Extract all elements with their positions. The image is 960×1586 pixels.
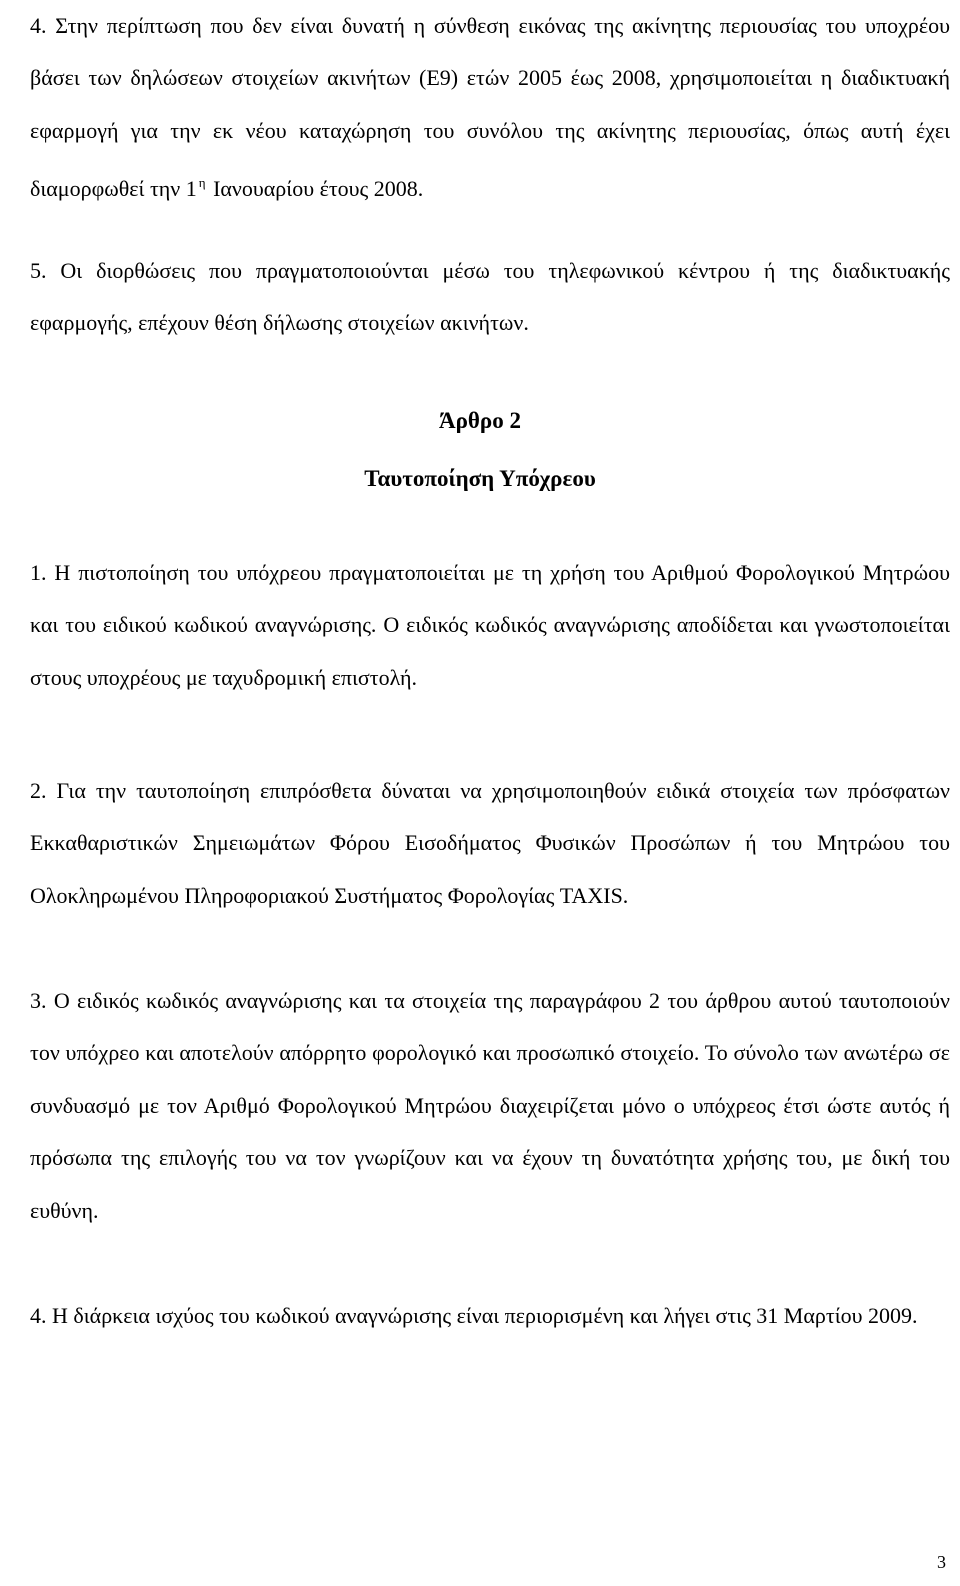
paragraph-number: 3. bbox=[30, 988, 47, 1013]
article-subheading: Ταυτοποίηση Υπόχρεου bbox=[364, 466, 596, 491]
article-paragraph-2 bbox=[30, 765, 950, 922]
paragraph-5 bbox=[30, 245, 950, 350]
article-paragraph-1 bbox=[30, 547, 950, 704]
paragraph-text: Ο ειδικός κωδικός αναγνώρισης και τα στοιχεία της παραγράφου 2 του άρθρου αυτού ταυτοποιούν τον υπόχρεο και αποτελούν απόρρητο φορολογικό και προσωπικό στοιχείο. Το σύνολο των ανωτέρω σε συνδυασμό με τον Αριθμό Φορολογικού Μητρώου διαχειρίζεται μόνο ο υπόχρεος έτσι ώστε αυτός ή πρόσωπα της επιλογής του να τον γνωρίζουν και να έχουν τη δυνατότητα χρήσης του, με δική του ευθύνη. bbox=[30, 988, 951, 1223]
article-heading: Άρθρο 2 bbox=[439, 408, 521, 433]
paragraph-number: 2. bbox=[30, 778, 47, 803]
paragraph-4 bbox=[30, 0, 950, 216]
article-paragraph-3 bbox=[30, 975, 950, 1237]
paragraph-text: Η πιστοποίηση του υπόχρεου πραγματοποιείται με τη χρήση του Αριθμού Φορολογικού Μητρώου και του ειδικού κωδικού αναγνώρισης. Ο ειδικός κωδικός αναγνώρισης αποδίδεται και γνωστοποιείται στους υποχρέους με ταχυδρομική επιστολή. bbox=[30, 560, 951, 690]
paragraph-text: Στην περίπτωση που δεν είναι δυνατή η σύνθεση εικόνας της ακίνητης περιουσίας του υποχρέου βάσει των δηλώσεων στοιχείων ακινήτων (Ε9) ετών 2005 έως 2008, χρησιμοποιείται η διαδικτυακή εφαρμογή για την εκ νέου καταχώρηση του συνόλου της ακίνητης περιουσίας, όπως αυτή έχει διαμορφωθεί την 1 bbox=[30, 13, 950, 202]
paragraph-text: Οι διορθώσεις που πραγματοποιούνται μέσω του τηλεφωνικού κέντρου ή της διαδικτυακής εφαρμογής, επέχουν θέση δήλωσης στοιχείων ακινήτων. bbox=[30, 258, 951, 336]
page-number: 3 bbox=[937, 1552, 946, 1572]
paragraph-number: 4. bbox=[30, 13, 47, 38]
paragraph-number: 1. bbox=[30, 560, 47, 585]
paragraph-text: Η διάρκεια ισχύος του κωδικού αναγνώρισης είναι περιορισμένη και λήγει στις 31 Μαρτίου 2009. bbox=[52, 1303, 918, 1328]
paragraph-number: 4. bbox=[30, 1303, 47, 1328]
paragraph-number: 5. bbox=[30, 258, 47, 283]
article-paragraph-4 bbox=[30, 1290, 950, 1342]
paragraph-text-continued: Ιανουαρίου έτους 2008. bbox=[213, 176, 424, 202]
paragraph-text: Για την ταυτοποίηση επιπρόσθετα δύναται να χρησιμοποιηθούν ειδικά στοιχεία των πρόσφατων Εκκαθαριστικών Σημειωμάτων Φόρου Εισοδήματος Φυσικών Προσώπων ή του Μητρώου του Ολοκληρωμένου Πληροφοριακού Συστήματος Φορολογίας TAXIS. bbox=[30, 778, 951, 908]
superscript: η bbox=[198, 175, 206, 191]
